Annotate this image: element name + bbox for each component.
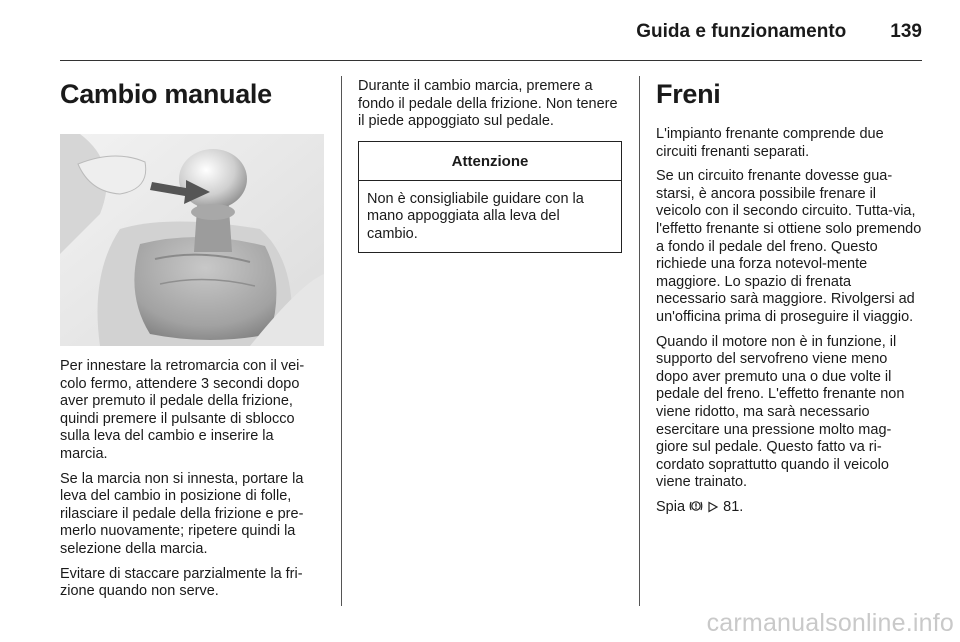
right-column (656, 70, 922, 525)
paragraph-frizione: Evitare di staccare parzialmente la fri-zione quando non serve. (60, 565, 303, 600)
page-reference: 81. (723, 498, 744, 515)
paragraph-circuito: Se un circuito frenante dovesse gua-starsi, è ancora possibile frenare il veicolo con il secondo circuito. Tutta-via, l'effetto frenante si ottiene solo premendo a fondo il pedale del freno. Questo richiede una forza notevol-mente maggiore. Lo spazio di frenata necessario sarà maggiore. Rivolgersi ad un'officina prima di proseguire il viaggio. (656, 168, 922, 325)
warning-title: Attenzione (359, 142, 621, 181)
paragraph-folle: Se la marcia non si innesta, portare la leva del cambio in posizione di folle, rilasciare il pedale della frizione e pre-merlo nuovamente; ripetere quindi la selezione della marcia. (60, 470, 304, 557)
gear-shift-figure (60, 134, 324, 346)
column-divider-2 (639, 76, 640, 606)
watermark-text: carmanualsonline.info (706, 609, 954, 637)
section-title: Guida e funzionamento (636, 21, 847, 42)
paragraph-spia (656, 499, 922, 519)
header-divider (60, 60, 922, 61)
paragraph-retromarcia: Per innestare la retromarcia con il vei-colo fermo, attendere 3 secondi dopo aver premuto il pedale della frizione, quindi premere il pulsante di sblocco sulla leva del cambio e inserire la marcia. (60, 358, 305, 462)
paragraph-impianto: L'impianto frenante comprende due circuiti frenanti separati. (656, 126, 884, 160)
column-divider-1 (341, 76, 342, 606)
warning-box (358, 141, 622, 253)
spia-label: Spia (656, 498, 686, 515)
middle-column (358, 78, 622, 253)
brake-warning-icon (689, 500, 703, 519)
section-heading-freni: Freni (656, 79, 721, 109)
left-column (60, 70, 324, 608)
gear-shift-lever-illustration (60, 134, 324, 346)
page-header (60, 16, 922, 48)
warning-text: Non è consigliabile guidare con la mano appoggiata alla leva del cambio. (367, 190, 584, 242)
paragraph-servofreno: Quando il motore non è in funzione, il supporto del servofreno viene meno dopo aver premuto una o due volte il pedale del freno. L'effetto frenante non viene ridotto, ma sarà necessario esercitare una pressione molto mag-giore sul pedale. Questo fatto va ri-cordato soprattutto quando il veicolo viene trainato. (656, 333, 905, 491)
page-reference-arrow-icon (707, 501, 719, 519)
section-heading-cambio: Cambio manuale (60, 79, 272, 109)
page-number: 139 (890, 21, 922, 42)
paragraph-cambio-marcia: Durante il cambio marcia, premere a fondo il pedale della frizione. Non tenere il piede appoggiato sul pedale. (358, 78, 618, 130)
